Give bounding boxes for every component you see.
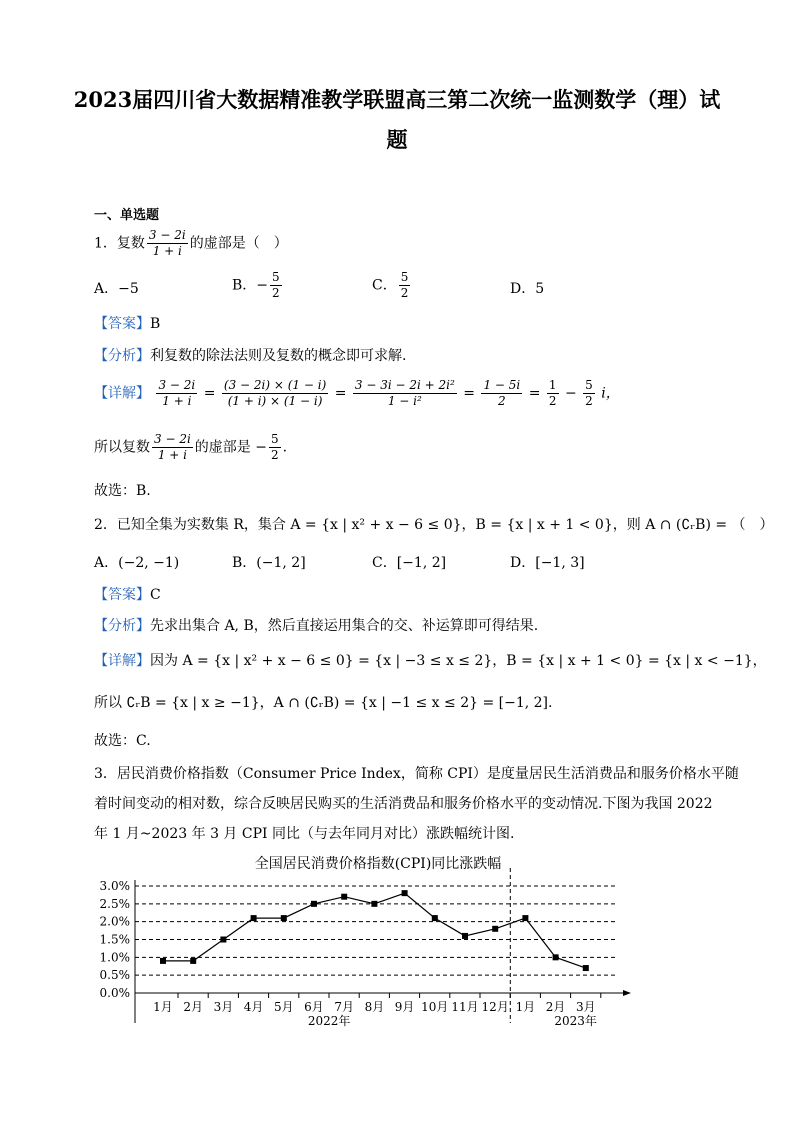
data-point xyxy=(492,926,498,932)
data-point xyxy=(432,915,438,921)
x-tick-label: 7月 xyxy=(334,1000,355,1014)
q1-analysis: 【分析】利复数的除法法则及复数的概念即可求解. xyxy=(94,348,407,364)
q2-choice-d: D．[−1, 3] xyxy=(510,555,585,571)
data-point xyxy=(311,901,317,907)
title-line-1: 2023届四川省大数据精准教学联盟高三第二次统一监测数学（理）试 xyxy=(73,87,721,112)
y-tick-label: 3.0% xyxy=(99,879,130,893)
q2-analysis: 【分析】先求出集合 A, B，然后直接运用集合的交、补运算即可得结果. xyxy=(94,618,539,634)
data-point xyxy=(371,901,377,907)
chart-x-ticks xyxy=(153,993,601,1014)
q1-final: 故选：B. xyxy=(94,483,151,499)
x-tick-label: 4月 xyxy=(243,1000,264,1014)
q2-choice-a: A．(−2, −1) xyxy=(94,555,180,571)
x-tick-label: 12月 xyxy=(481,1000,509,1014)
q1-prefix: 1．复数 xyxy=(94,235,145,252)
x-tick-label: 3月 xyxy=(213,1000,234,1014)
year-label-2023: 2023年 xyxy=(554,1014,597,1028)
chart-grid xyxy=(135,886,615,975)
q3-line-1: 3．居民消费价格指数（Consumer Price Index，简称 CPI）是度量居民生活消费品和服务价格水平随 xyxy=(94,766,739,782)
q1-choice-d: D．5 xyxy=(510,281,545,297)
q3-line-2: 着时间变动的相对数，综合反映居民购买的生活消费品和服务价格水平的变动情况.下图为我国 2022 xyxy=(94,796,713,812)
data-point xyxy=(190,958,196,964)
cpi-chart xyxy=(90,848,650,1038)
data-point xyxy=(220,937,226,943)
data-point xyxy=(402,890,408,896)
data-point xyxy=(462,933,468,939)
data-point xyxy=(341,894,347,900)
q3-line-3: 年 1 月~2023 年 3 月 CPI 同比（与去年同月对比）涨跌幅统计图. xyxy=(94,826,515,842)
x-tick-label: 6月 xyxy=(304,1000,324,1014)
q1-choice-b: B．− $\frac{5}{2}$ xyxy=(232,270,280,300)
y-tick-label: 2.5% xyxy=(99,896,130,911)
x-tick-label: 2月 xyxy=(545,1000,566,1014)
y-tick-label: 2.0% xyxy=(99,914,130,929)
y-tick-label: 0.5% xyxy=(99,968,130,983)
data-point xyxy=(522,915,528,921)
year-label-2022: 2022年 xyxy=(307,1014,351,1028)
q2-final: 故选：C. xyxy=(94,733,151,749)
q1-suffix: 的虚部是（ ） xyxy=(189,235,288,252)
q2-choice-c: C．[−1, 2] xyxy=(372,555,447,571)
y-tick-label: 0.0% xyxy=(99,986,130,1000)
x-tick-label: 11月 xyxy=(451,1000,479,1014)
data-point xyxy=(583,965,589,971)
chart-y-ticks xyxy=(100,879,131,1000)
x-tick-label: 2月 xyxy=(183,1000,204,1014)
data-point xyxy=(281,915,287,921)
q1-detail: 【详解】 $\frac{3 - 2i}{1 + i}$ = $\frac{(3 - 2i) \times (1 - i)}{(1 + i) \times (1 - i)}$ = $\frac{\text{3 − 3i − 2i + 2i²}}{\text{1 − i²}}$ = $\frac{1 - 5i}{2}$ = $\frac{1}{2}$ − $\frac{5}{2}$ i， xyxy=(94,378,620,408)
section-header: 一、单选题 xyxy=(94,208,160,223)
q1-stem xyxy=(94,228,288,259)
title-line-2: 题 xyxy=(386,127,408,152)
q1-choice-a: A．−5 xyxy=(94,281,139,297)
data-point xyxy=(251,915,257,921)
q2-stem: 2．已知全集为实数集 R，集合 A = {x | x² + x − 6 ≤ 0}，B = {x | x + 1 < 0}，则 A ∩ (∁ᵣB) = （ ） xyxy=(94,517,774,533)
q1-answer: 【答案】B xyxy=(94,316,161,332)
q2-detail: 【详解】因为 A = {x | x² + x − 6 ≤ 0} = {x | −3 ≤ x ≤ 2}，B = {x | x + 1 < 0} = {x | x < −1}， xyxy=(94,653,767,669)
data-point xyxy=(553,954,559,960)
y-tick-label: 1.0% xyxy=(99,950,130,965)
q2-detail-2: 所以 ∁ᵣB = {x | x ≥ −1}，A ∩ (∁ᵣB) = {x | −1 ≤ x ≤ 2} = [−1, 2]. xyxy=(94,695,553,711)
y-tick-label: 1.5% xyxy=(99,932,130,947)
q2-answer: 【答案】C xyxy=(94,587,161,603)
x-tick-label: 3月 xyxy=(575,1000,596,1014)
x-tick-label: 1月 xyxy=(515,1000,536,1014)
paper-title xyxy=(60,80,734,160)
x-axis-arrow xyxy=(623,990,631,996)
chart-series xyxy=(160,890,589,971)
q2-choice-b: B．(−1, 2] xyxy=(232,555,306,571)
chart-title: 全国居民消费价格指数(CPI)同比涨跌幅 xyxy=(254,856,502,872)
x-tick-label: 10月 xyxy=(421,1000,449,1014)
q1-choice-c: C． $\frac{5}{2}$ xyxy=(372,270,409,300)
x-tick-label: 1月 xyxy=(153,1000,173,1014)
q1-conclusion: 所以复数 $\frac{3 - 2i}{1 + i}$ 的虚部是 − $\frac{5}{2}$ . xyxy=(94,432,288,462)
chart-year-labels xyxy=(308,1013,597,1028)
x-tick-label: 5月 xyxy=(273,1000,294,1014)
x-tick-label: 9月 xyxy=(394,1000,415,1014)
x-tick-label: 8月 xyxy=(364,1000,385,1014)
q1-fraction: $\frac{3 - 2i}{1 + i}$ xyxy=(148,228,186,258)
data-point xyxy=(160,958,166,964)
